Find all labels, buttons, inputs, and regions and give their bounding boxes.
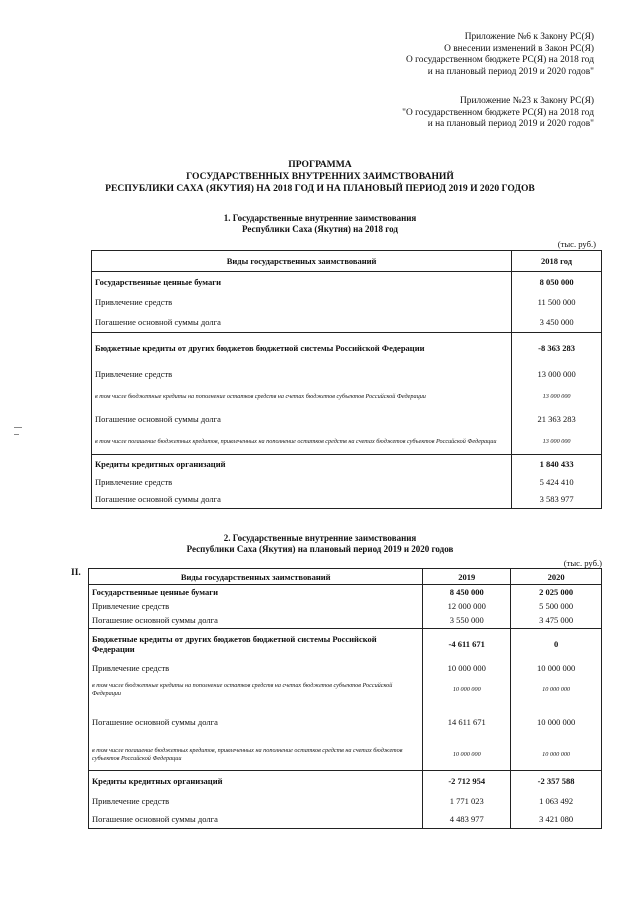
column-header-2019: 2019 <box>423 569 511 585</box>
table-row <box>92 333 602 363</box>
row-value-2019: -4 611 671 <box>423 629 511 660</box>
table-row <box>89 613 602 629</box>
row-value-2019: 10 000 000 <box>423 677 511 703</box>
row-label: Привлечение средств <box>92 292 512 312</box>
row-label: Кредиты кредитных организаций <box>92 455 512 473</box>
table-row <box>92 385 602 409</box>
header-line: Приложение №6 к Закону РС(Я) <box>464 32 594 42</box>
row-value: 11 500 000 <box>512 292 602 312</box>
title-line: РЕСПУБЛИКИ САХА (ЯКУТИЯ) НА 2018 ГОД И НА ПЛАНОВЫЙ ПЕРИОД 2019 И 2020 ГОДОВ <box>105 183 535 195</box>
table-row <box>89 811 602 829</box>
row-value-2019: 10 000 000 <box>423 741 511 771</box>
section-roman-numeral: II. <box>71 568 81 578</box>
row-value-2020: 10 000 000 <box>511 677 602 703</box>
header-line: и на плановый период 2019 и 2020 годов" <box>427 66 594 77</box>
column-header-2020: 2020 <box>511 569 602 585</box>
row-label: Бюджетные кредиты от других бюджетов бюджетной системы Российской Федерации <box>92 333 512 363</box>
row-value-2019: 3 550 000 <box>423 613 511 629</box>
row-label: Погашение основной суммы долга <box>92 491 512 509</box>
section-title-line: 1. Государственные внутренние заимствования <box>223 213 417 223</box>
table-row <box>89 629 602 660</box>
appendix-header-6 <box>406 32 594 78</box>
row-value-2020: 3 475 000 <box>511 613 602 629</box>
row-label: Привлечение средств <box>92 473 512 491</box>
row-label: Бюджетные кредиты от других бюджетов бюджетной системы Российской Федерации <box>89 629 423 660</box>
section-title-line: Республики Саха (Якутия) на 2018 год <box>242 224 398 234</box>
title-line: ПРОГРАММА <box>288 159 352 170</box>
header-line: О государственном бюджете РС(Я) на 2018 год <box>405 55 594 66</box>
row-label: Государственные ценные бумаги <box>89 585 423 599</box>
table-row <box>92 363 602 385</box>
table-row <box>92 455 602 473</box>
row-label: в том числе бюджетные кредиты на пополнение остатков средств на счетах бюджетов субъектов Российской Федерации <box>89 677 423 703</box>
scan-mark <box>14 427 22 428</box>
table-row <box>89 792 602 811</box>
table-row <box>92 491 602 509</box>
section-title-line: 2. Государственные внутренние заимствования <box>223 533 417 543</box>
column-header-type: Виды государственных заимствований <box>89 569 423 585</box>
table-row <box>92 292 602 312</box>
row-value-2020: 3 421 080 <box>511 811 602 829</box>
column-header-2018: 2018 год <box>512 251 602 272</box>
row-value-2019: 10 000 000 <box>423 660 511 677</box>
table-row <box>89 771 602 792</box>
header-line: "О государственном бюджете РС(Я) на 2018 год <box>402 107 594 118</box>
row-label: Погашение основной суммы долга <box>89 811 423 829</box>
row-label: Погашение основной суммы долга <box>92 409 512 430</box>
row-value-2019: 14 611 671 <box>423 703 511 741</box>
appendix-header-23 <box>402 96 594 131</box>
scan-mark <box>14 434 19 435</box>
row-value-2019: -2 712 954 <box>423 771 511 792</box>
row-label: Государственные ценные бумаги <box>92 272 512 292</box>
row-value: 1 840 433 <box>512 455 602 473</box>
row-label: Привлечение средств <box>92 363 512 385</box>
row-value: 5 424 410 <box>512 473 602 491</box>
section-2-title <box>0 533 640 555</box>
units-label: (тыс. руб.) <box>557 239 596 249</box>
header-line: Приложение №23 к Закону РС(Я) <box>460 96 594 106</box>
section-1-title <box>0 213 640 235</box>
table-row <box>92 473 602 491</box>
row-label: Погашение основной суммы долга <box>89 703 423 741</box>
section-title-line: Республики Саха (Якутия) на плановый период 2019 и 2020 годов <box>186 544 454 554</box>
table-row <box>92 272 602 292</box>
table-row <box>92 409 602 430</box>
units-label: (тыс. руб.) <box>563 558 602 568</box>
row-value: 3 450 000 <box>512 312 602 333</box>
table-row <box>89 677 602 703</box>
document-title <box>0 159 640 196</box>
borrowings-2018-table <box>91 250 602 509</box>
header-line: О внесении изменений в Закон РС(Я) <box>444 43 594 54</box>
column-header-type: Виды государственных заимствований <box>92 251 512 272</box>
row-label: Погашение основной суммы долга <box>89 613 423 629</box>
row-value-2020: 10 000 000 <box>511 703 602 741</box>
table-row <box>89 599 602 613</box>
row-value: 13 000 000 <box>512 385 602 409</box>
row-value: 8 050 000 <box>512 272 602 292</box>
title-line: ГОСУДАРСТВЕННЫХ ВНУТРЕННИХ ЗАИМСТВОВАНИЙ <box>186 171 454 183</box>
table-row <box>89 660 602 677</box>
row-value: 13 000 000 <box>512 363 602 385</box>
row-value-2020: 10 000 000 <box>511 660 602 677</box>
row-label: Привлечение средств <box>89 660 423 677</box>
row-value-2019: 1 771 023 <box>423 792 511 811</box>
row-label: Привлечение средств <box>89 792 423 811</box>
row-value-2020: -2 357 588 <box>511 771 602 792</box>
row-value-2020: 1 063 492 <box>511 792 602 811</box>
row-label: в том числе погашение бюджетных кредитов, привлеченных на пополнение остатков средств на счетах бюджетов субъектов Российской Федерации <box>92 430 512 455</box>
row-value: 3 583 977 <box>512 491 602 509</box>
table-row <box>92 312 602 333</box>
row-label: Погашение основной суммы долга <box>92 312 512 333</box>
row-value: 13 000 000 <box>512 430 602 455</box>
row-value-2020: 5 500 000 <box>511 599 602 613</box>
row-value-2019: 12 000 000 <box>423 599 511 613</box>
row-value-2019: 8 450 000 <box>423 585 511 599</box>
table-row <box>89 703 602 741</box>
borrowings-2019-2020-table <box>88 568 602 829</box>
row-label: Кредиты кредитных организаций <box>89 771 423 792</box>
row-value: -8 363 283 <box>512 333 602 363</box>
table-row <box>89 585 602 599</box>
table-row <box>89 741 602 771</box>
row-value: 21 363 283 <box>512 409 602 430</box>
row-value-2019: 4 483 977 <box>423 811 511 829</box>
row-value-2020: 10 000 000 <box>511 741 602 771</box>
table-row <box>92 430 602 455</box>
header-line: и на плановый период 2019 и 2020 годов" <box>427 119 594 130</box>
row-label: Привлечение средств <box>89 599 423 613</box>
row-value-2020: 2 025 000 <box>511 585 602 599</box>
row-label: в том числе бюджетные кредиты на пополнение остатков средств на счетах бюджетов субъектов Российской Федерации <box>92 385 512 409</box>
row-value-2020: 0 <box>511 629 602 660</box>
row-label: в том числе погашение бюджетных кредитов, привлеченных на пополнение остатков средств на счетах бюджетов субъектов Российской Федерации <box>89 741 423 771</box>
